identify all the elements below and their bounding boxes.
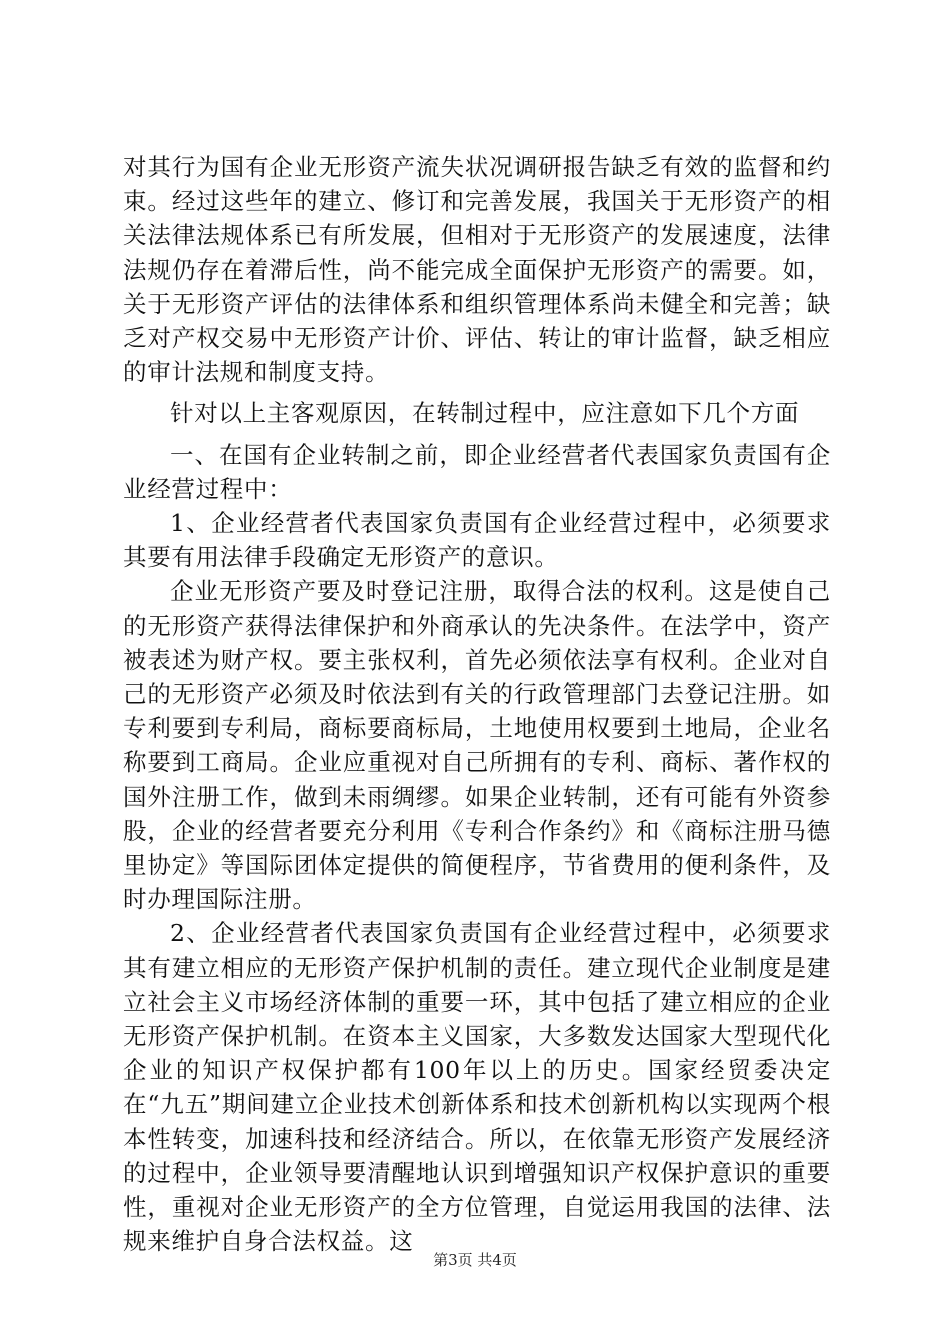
paragraph-item-two: 2、企业经营者代表国家负责国有企业经营过程中，必须要求其有建立相应的无形资产保护机制的责任。建立现代企业制度是建立社会主义市场经济体制的重要一环，其中包括了建立相应的企业无形资产保护机制。在资本主义国家，大多数发达国家大型现代化企业的知识产权保护都有100年以上的历史。国家经贸委决定在“九五”期间建立企业技术创新体系和技术创新机构以实现两个根本性转变，加速科技和经济结合。所以，在依靠无形资产发展经济的过程中，企业领导要清醒地认识到增强知识产权保护意识的重要性，重视对企业无形资产的全方位管理，自觉运用我国的法律、法规来维护自身合法权益。这 [123,919,831,1256]
document-body [123,150,831,1259]
paragraph-considerations: 针对以上主客观原因，在转制过程中，应注意如下几个方面 [170,399,800,428]
paragraph-section-one: 一、在国有企业转制之前，即企业经营者代表国家负责国有企业经营过程中： [123,440,831,503]
paragraph-oversight: 对其行为国有企业无形资产流失状况调研报告缺乏有效的监督和约束。经过这些年的建立、修订和完善发展，我国关于无形资产的相关法律法规体系已有所发展，但相对于无形资产的发展速度，法律法规仍存在着滞后性，尚不能完成全面保护无形资产的需要。如，关于无形资产评估的法律体系和组织管理体系尚未健全和完善；缺乏对产权交易中无形资产计价、评估、转让的审计监督，缺乏相应的审计法规和制度支持。 [123,153,831,387]
paragraph-registration: 企业无形资产要及时登记注册，取得合法的权利。这是使自己的无形资产获得法律保护和外商承认的先决条件。在法学中，资产被表述为财产权。要主张权利，首先必须依法享有权利。企业对自己的无形资产必须及时依法到有关的行政管理部门去登记注册。如专利要到专利局，商标要商标局，土地使用权要到土地局，企业名称要到工商局。企业应重视对自己所拥有的专利、商标、著作权的国外注册工作，做到未雨绸缪。如果企业转制，还有可能有外资参股，企业的经营者要充分利用《专利合作条约》和《商标注册马德里协定》等国际团体定提供的简便程序，节省费用的便利条件，及时办理国际注册。 [123,577,831,914]
paragraph-item-one: 1、企业经营者代表国家负责国有企业经营过程中，必须要求其要有用法律手段确定无形资产的意识。 [123,509,831,572]
page-footer: 第3页 共4页 [433,1251,517,1269]
